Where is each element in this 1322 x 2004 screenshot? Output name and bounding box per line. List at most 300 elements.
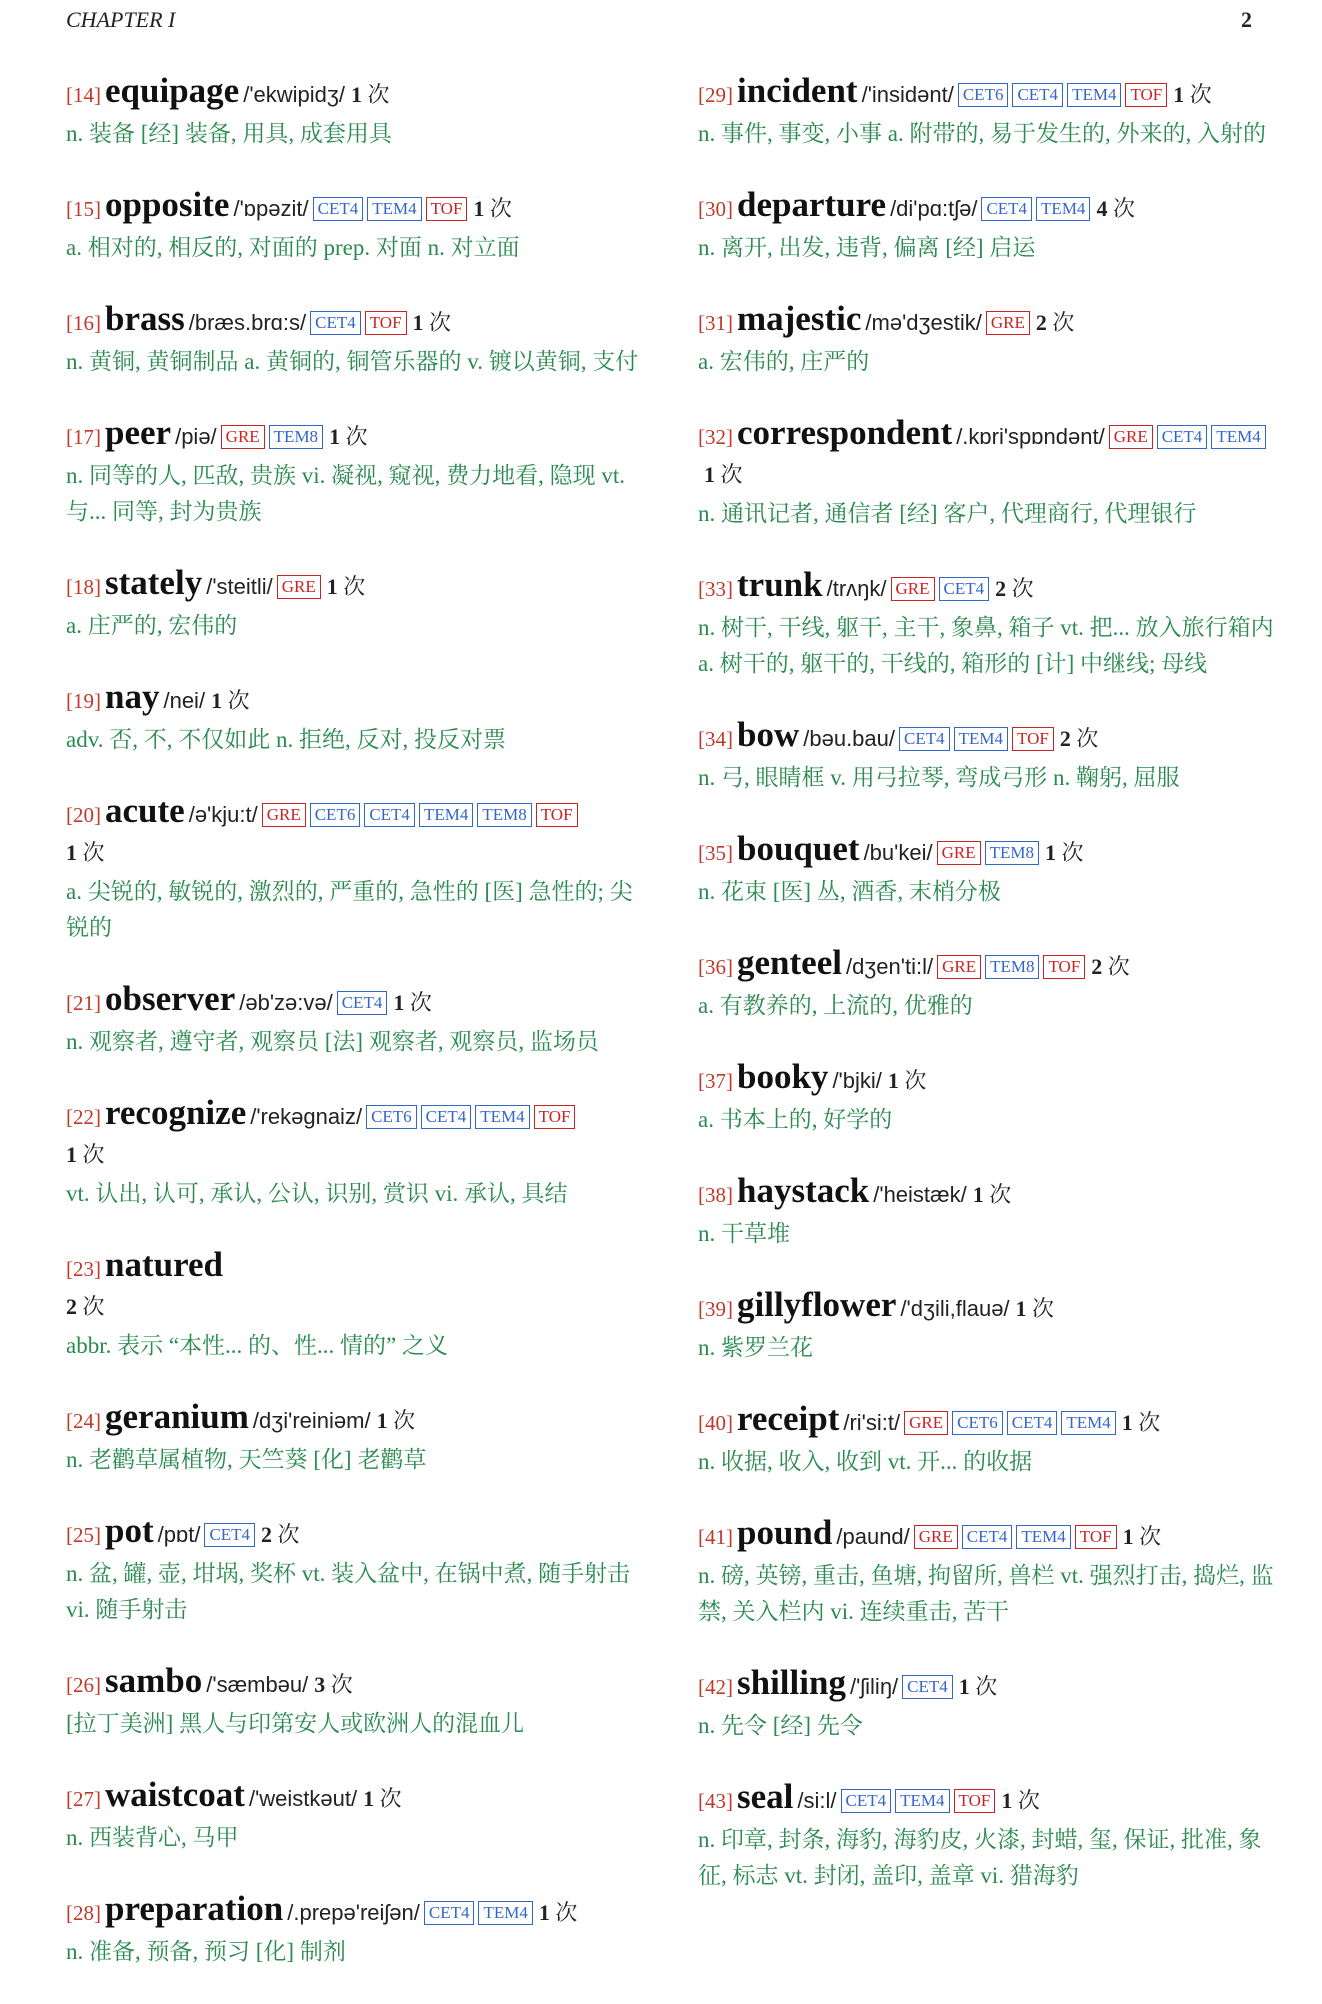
exam-tag: TOF [1075,1525,1117,1549]
definition: n. 装备 [经] 装备, 用具, 成套用具 [66,121,392,146]
entry-index: [40] [698,1411,733,1435]
entry-index: [28] [66,1901,101,1925]
frequency-count: 3 [314,1672,326,1697]
frequency [704,462,743,487]
frequency-count: 1 [412,310,424,335]
headword: preparation [105,1889,284,1928]
headword: waistcoat [105,1775,245,1814]
entry-index: [25] [66,1523,101,1547]
frequency-unit: 次 [904,1068,927,1093]
definition: n. 紫罗兰花 [698,1335,813,1360]
frequency-unit: 次 [82,840,105,865]
frequency [211,688,250,713]
entry-headline [66,1094,646,1174]
exam-tag: TEM4 [954,727,1008,751]
phonetic: /'dʒili,flauə/ [900,1296,1010,1321]
exam-tag: CET4 [902,1675,953,1699]
frequency [66,834,646,872]
exam-tag: TOF [534,1105,576,1129]
exam-tag: TEM4 [419,803,473,827]
right-column [698,72,1276,1928]
phonetic: /si:l/ [797,1788,837,1813]
headword: majestic [737,299,862,338]
entry-headline [66,186,646,228]
frequency-unit: 次 [1138,1410,1161,1435]
vocab-entry [698,300,1276,380]
entry-headline [698,300,1276,342]
vocab-entry [698,716,1276,796]
headword: brass [105,299,185,338]
exam-tag: CET4 [899,727,950,751]
exam-tag: CET6 [958,83,1009,107]
phonetic: /ri'si:t/ [843,1410,901,1435]
frequency [329,424,368,449]
vocab-entry [698,1514,1276,1630]
phonetic: /'ɒpəzit/ [233,196,309,221]
vocab-entry [66,980,646,1060]
exam-tag: CET4 [981,197,1032,221]
exam-tag: CET6 [366,1105,417,1129]
page-header [66,0,1256,40]
entry-headline [698,1778,1276,1820]
entry-index: [36] [698,955,733,979]
entry-headline [66,1512,646,1554]
vocab-entry [66,1776,646,1856]
definition: a. 宏伟的, 庄严的 [698,349,870,374]
entry-index: [14] [66,83,101,107]
exam-tag: CET4 [841,1789,892,1813]
phonetic: /'sæmbəu/ [206,1672,309,1697]
exam-tag: GRE [914,1525,958,1549]
headword: shilling [737,1663,846,1702]
frequency-unit: 次 [429,310,452,335]
exam-tag: TEM4 [1061,1411,1115,1435]
frequency-count: 1 [1044,840,1056,865]
exam-tag: GRE [937,955,981,979]
phonetic: /nei/ [163,688,206,713]
frequency-count: 1 [329,424,341,449]
entry-index: [41] [698,1525,733,1549]
exam-tag: TEM4 [475,1105,529,1129]
exam-tag: TEM8 [269,425,323,449]
frequency-unit: 次 [1011,576,1034,601]
definition: n. 观察者, 遵守者, 观察员 [法] 观察者, 观察员, 监场员 [66,1029,599,1054]
entry-index: [15] [66,197,101,221]
vocab-entry [698,186,1276,266]
entry-index: [20] [66,803,101,827]
definition: adv. 否, 不, 不仅如此 n. 拒绝, 反对, 投反对票 [66,727,506,752]
entry-headline [698,830,1276,872]
vocab-entry [698,944,1276,1024]
frequency [1036,310,1075,335]
frequency [995,576,1034,601]
frequency-unit: 次 [720,462,743,487]
entry-headline [698,1664,1276,1706]
exam-tag: CET4 [1012,83,1063,107]
headword: recognize [105,1093,247,1132]
exam-tag: CET4 [424,1901,475,1925]
chapter-title: CHAPTER I [66,7,176,32]
definition: [拉丁美洲] 黑人与印第安人或欧洲人的混血儿 [66,1711,525,1736]
frequency-unit: 次 [989,1182,1012,1207]
entry-headline [698,186,1276,228]
headword: genteel [737,943,842,982]
frequency [473,196,512,221]
frequency-unit: 次 [409,990,432,1015]
phonetic: /'bjki/ [832,1068,882,1093]
exam-tag: TEM4 [1036,197,1090,221]
entry-headline [66,414,646,456]
frequency [1060,726,1099,751]
headword: pound [737,1513,833,1552]
frequency [1173,82,1212,107]
frequency-unit: 次 [1061,840,1084,865]
frequency [261,1522,300,1547]
exam-tag: TOF [536,803,578,827]
entry-index: [27] [66,1787,101,1811]
vocab-entry [66,1246,646,1364]
frequency-unit: 次 [1112,196,1135,221]
frequency [351,82,390,107]
phonetic: /əb'zə:və/ [239,990,333,1015]
frequency-unit: 次 [379,1786,402,1811]
page-number: 2 [1241,7,1252,32]
exam-tag: TEM4 [895,1789,949,1813]
phonetic: /'weistkəut/ [248,1786,358,1811]
exam-tag: TOF [954,1789,996,1813]
entry-headline [66,1398,646,1440]
exam-tag: TOF [365,311,407,335]
entry-headline [66,1662,646,1704]
frequency-unit: 次 [1017,1788,1040,1813]
definition: a. 书本上的, 好学的 [698,1107,893,1132]
definition: n. 干草堆 [698,1221,790,1246]
frequency-count: 1 [704,462,715,487]
vocab-entry [66,564,646,644]
frequency [1045,840,1084,865]
frequency-count: 1 [1001,1788,1013,1813]
frequency [1091,954,1130,979]
frequency-count: 1 [887,1068,899,1093]
definition: n. 老鹳草属植物, 天竺葵 [化] 老鹳草 [66,1447,427,1472]
entry-index: [21] [66,991,101,1015]
entry-index: [38] [698,1183,733,1207]
phonetic: /paund/ [836,1524,910,1549]
definition: n. 黄铜, 黄铜制品 a. 黄铜的, 铜管乐器的 v. 镀以黄铜, 支付 [66,349,639,374]
definition: n. 磅, 英镑, 重击, 鱼塘, 拘留所, 兽栏 vt. 强烈打击, 捣烂, 监禁, 关入栏内 vi. 连续重击, 苦干 [698,1563,1274,1624]
exam-tag: GRE [262,803,306,827]
frequency-count: 1 [211,688,223,713]
frequency-count: 1 [376,1408,388,1433]
exam-tag: TEM8 [985,841,1039,865]
definition: n. 花束 [医] 丛, 酒香, 末梢分极 [698,879,1001,904]
frequency-unit: 次 [367,82,390,107]
entry-index: [34] [698,727,733,751]
definition: n. 事件, 事变, 小事 a. 附带的, 易于发生的, 外来的, 入射的 [698,121,1266,146]
frequency [377,1408,416,1433]
frequency-count: 4 [1096,196,1108,221]
exam-tag: TOF [1012,727,1054,751]
phonetic: /mə'dʒestik/ [865,310,982,335]
headword: observer [105,979,236,1018]
definition: n. 同等的人, 匹敌, 贵族 vi. 凝视, 窥视, 费力地看, 隐现 vt. 与... 同等, 封为贵族 [66,463,626,524]
definition: n. 盆, 罐, 壶, 坩埚, 奖杯 vt. 装入盆中, 在锅中煮, 随手射击 vi. 随手射击 [66,1561,631,1622]
frequency [1123,1524,1162,1549]
frequency [973,1182,1012,1207]
definition: a. 有教养的, 上流的, 优雅的 [698,993,973,1018]
frequency-unit: 次 [489,196,512,221]
frequency-count: 2 [1035,310,1047,335]
frequency [1016,1296,1055,1321]
frequency-count: 2 [261,1522,273,1547]
definition: a. 相对的, 相反的, 对面的 prep. 对面 n. 对立面 [66,235,520,260]
vocab-entry [66,792,646,946]
headword: equipage [105,71,240,110]
frequency-unit: 次 [82,1294,105,1319]
phonetic: /'insidənt/ [861,82,954,107]
frequency-unit: 次 [277,1522,300,1547]
exam-tag: CET4 [337,991,388,1015]
exam-tag: GRE [891,577,935,601]
vocab-entry [66,300,646,380]
exam-tag: GRE [937,841,981,865]
exam-tag: CET4 [421,1105,472,1129]
phonetic: /.prepə'reiʃən/ [287,1900,420,1925]
phonetic: /bræs.brɑ:s/ [188,310,307,335]
entry-index: [32] [698,425,733,449]
exam-tag: GRE [221,425,265,449]
vocab-entry [66,1094,646,1212]
entry-index: [18] [66,575,101,599]
vocab-entry [698,1664,1276,1744]
frequency-count: 1 [66,1142,77,1167]
exam-tag: TOF [1043,955,1085,979]
headword: receipt [737,1399,840,1438]
phonetic: /dʒen'ti:l/ [845,954,934,979]
entry-headline [66,72,646,114]
definition: a. 庄严的, 宏伟的 [66,613,238,638]
vocab-entry [66,1662,646,1742]
frequency-count: 1 [972,1182,984,1207]
entry-index: [43] [698,1789,733,1813]
frequency-unit: 次 [555,1900,578,1925]
headword: peer [105,413,172,452]
exam-tag: TOF [426,197,468,221]
headword: departure [737,185,887,224]
entry-index: [24] [66,1409,101,1433]
exam-tag: GRE [904,1411,948,1435]
frequency [66,1288,646,1326]
headword: bow [737,715,800,754]
vocab-entry [698,1058,1276,1138]
vocab-entry [66,186,646,266]
entry-headline [66,564,646,606]
exam-tag: TOF [1125,83,1167,107]
entry-index: [33] [698,577,733,601]
exam-tag: CET4 [364,803,415,827]
exam-tag: CET4 [313,197,364,221]
headword: gillyflower [737,1285,897,1324]
frequency [327,574,366,599]
entry-headline [698,716,1276,758]
entry-index: [26] [66,1673,101,1697]
frequency [539,1900,578,1925]
frequency-count: 1 [326,574,338,599]
definition: n. 先令 [经] 先令 [698,1713,863,1738]
vocab-entry [698,566,1276,682]
definition: n. 印章, 封条, 海豹, 海豹皮, 火漆, 封蜡, 玺, 保证, 批准, 象征, 标志 vt. 封闭, 盖印, 盖章 vi. 猎海豹 [698,1827,1262,1888]
entry-headline [698,414,1276,494]
frequency [66,1136,646,1174]
frequency [413,310,452,335]
exam-tag: GRE [1109,425,1153,449]
frequency [314,1672,353,1697]
headword: natured [105,1245,223,1284]
vocab-entry [698,1400,1276,1480]
frequency-count: 1 [393,990,405,1015]
vocab-entry [698,830,1276,910]
entry-headline [66,792,646,872]
phonetic: /'rekəgnaiz/ [250,1104,363,1129]
entry-index: [16] [66,311,101,335]
entry-headline [698,1514,1276,1556]
definition: n. 弓, 眼睛框 v. 用弓拉琴, 弯成弓形 n. 鞠躬, 屈服 [698,765,1180,790]
headword: haystack [737,1171,870,1210]
frequency-count: 1 [473,196,485,221]
phonetic: /'heistæk/ [873,1182,967,1207]
entry-index: [29] [698,83,733,107]
entry-index: [37] [698,1069,733,1093]
phonetic: /'steitli/ [206,574,273,599]
entry-headline [66,980,646,1022]
exam-tag: CET4 [962,1525,1013,1549]
left-column [66,72,646,2004]
entry-index: [19] [66,689,101,713]
vocab-entry [66,1398,646,1478]
exam-tag: TEM8 [985,955,1039,979]
entry-index: [39] [698,1297,733,1321]
frequency-unit: 次 [82,1142,105,1167]
headword: nay [105,677,160,716]
entry-index: [22] [66,1105,101,1129]
entry-index: [35] [698,841,733,865]
frequency-unit: 次 [227,688,250,713]
exam-tag: GRE [277,575,321,599]
definition: n. 树干, 干线, 躯干, 主干, 象鼻, 箱子 vt. 把... 放入旅行箱内 a. 树干的, 躯干的, 干线的, 箱形的 [计] 中继线; 母线 [698,615,1274,676]
phonetic: /piə/ [175,424,217,449]
frequency-unit: 次 [330,1672,353,1697]
frequency-count: 2 [995,576,1007,601]
definition: n. 西装背心, 马甲 [66,1825,239,1850]
entry-headline [698,944,1276,986]
phonetic: /dʒi'reiniəm/ [252,1408,371,1433]
entry-headline [698,72,1276,114]
headword: acute [105,791,185,830]
frequency [393,990,432,1015]
frequency-unit: 次 [1189,82,1212,107]
vocab-entry [66,414,646,530]
frequency [363,1786,402,1811]
definition: a. 尖锐的, 敏锐的, 激烈的, 严重的, 急性的 [医] 急性的; 尖锐的 [66,879,633,940]
vocab-entry [66,1512,646,1628]
entry-headline [698,1400,1276,1442]
exam-tag: TEM4 [367,197,421,221]
frequency-unit: 次 [345,424,368,449]
frequency-unit: 次 [393,1408,416,1433]
vocab-entry [698,72,1276,152]
entry-headline [698,566,1276,608]
frequency-count: 1 [538,1900,550,1925]
exam-tag: TEM4 [478,1901,532,1925]
entry-headline [698,1058,1276,1100]
entry-headline [66,1890,646,1932]
exam-tag: CET4 [1007,1411,1058,1435]
frequency-unit: 次 [1052,310,1075,335]
entry-headline [66,300,646,342]
headword: seal [737,1777,794,1816]
frequency-count: 1 [1122,1524,1134,1549]
exam-tag: GRE [986,311,1030,335]
frequency-count: 1 [66,840,77,865]
frequency-count: 2 [1091,954,1103,979]
frequency-count: 1 [1015,1296,1027,1321]
frequency-count: 2 [1059,726,1071,751]
exam-tag: TEM4 [1016,1525,1070,1549]
vocab-entry [698,414,1276,532]
vocab-entry [66,72,646,152]
frequency [959,1674,998,1699]
frequency-count: 2 [66,1294,77,1319]
frequency-unit: 次 [1076,726,1099,751]
entry-index: [30] [698,197,733,221]
phonetic: /trʌŋk/ [826,576,887,601]
frequency-unit: 次 [975,1674,998,1699]
vocab-entry [66,678,646,758]
exam-tag: CET6 [952,1411,1003,1435]
exam-tag: TEM8 [477,803,531,827]
phonetic: /'ʃiliŋ/ [849,1674,899,1699]
exam-tag: CET6 [310,803,361,827]
headword: booky [737,1057,829,1096]
entry-headline [698,1286,1276,1328]
headword: correspondent [737,413,953,452]
exam-tag: CET4 [939,577,990,601]
entry-headline [66,1776,646,1818]
exam-tag: CET4 [1157,425,1208,449]
frequency-count: 1 [363,1786,375,1811]
definition: n. 通讯记者, 通信者 [经] 客户, 代理商行, 代理银行 [698,501,1197,526]
phonetic: /'ekwipidʒ/ [243,82,345,107]
phonetic: /di'pɑ:tʃə/ [890,196,978,221]
frequency [1096,196,1135,221]
frequency-unit: 次 [343,574,366,599]
exam-tag: TEM4 [1211,425,1265,449]
frequency-count: 1 [1121,1410,1133,1435]
frequency-unit: 次 [1139,1524,1162,1549]
frequency-unit: 次 [1032,1296,1055,1321]
exam-tag: CET4 [310,311,361,335]
entry-index: [17] [66,425,101,449]
phonetic: /ə'kju:t/ [188,802,258,827]
headword: stately [105,563,203,602]
headword: trunk [737,565,823,604]
vocab-entry [698,1172,1276,1252]
headword: pot [105,1511,154,1550]
definition: n. 收据, 收入, 收到 vt. 开... 的收据 [698,1449,1033,1474]
headword: opposite [105,185,230,224]
headword: incident [737,71,858,110]
entry-index: [42] [698,1675,733,1699]
